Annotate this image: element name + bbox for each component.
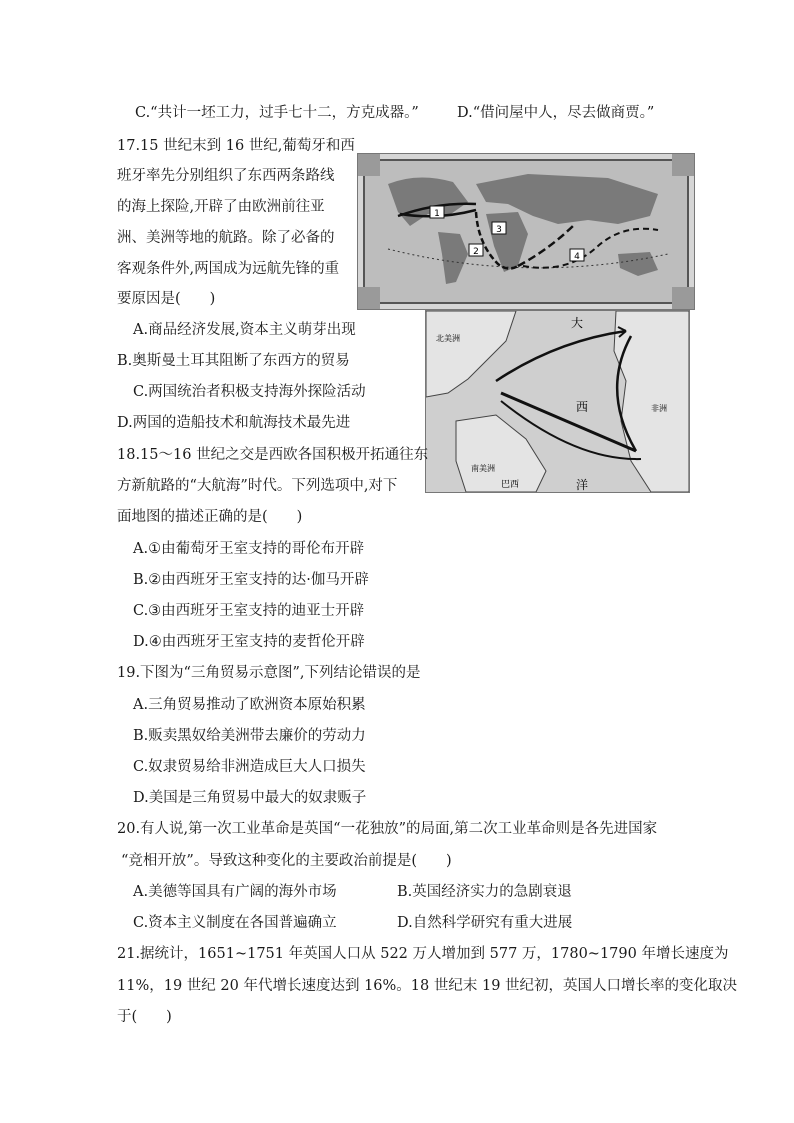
map-ocean-3: 洋 (576, 478, 589, 492)
q18-stem-line-3: 面地图的描述正确的是( ) (117, 509, 303, 525)
map-label-3: 3 (496, 225, 502, 235)
map-label-brazil: 巴西 (501, 480, 520, 490)
q18-option-c: C.③由西班牙王室支持的迪亚士开辟 (133, 603, 365, 619)
q20-stem-line-2: “竞相开放”。导致这种变化的主要政治前提是( ) (121, 853, 452, 869)
q20-option-c: C.资本主义制度在各国普遍确立 (133, 915, 337, 931)
triangular-trade-map (425, 310, 690, 493)
q21-stem-line-3: 于( ) (117, 1009, 172, 1025)
map-label-africa: 非洲 (651, 404, 667, 413)
q20-option-d: D.自然科学研究有重大进展 (397, 915, 573, 931)
q20-stem-line-1: 20.有人说,第一次工业革命是英国“一花独放”的局面,第二次工业革命则是各先进国家 (117, 821, 658, 837)
q17-option-a: A.商品经济发展,资本主义萌芽出现 (133, 322, 356, 338)
q17-stem-line-3: 的海上探险,开辟了由欧洲前往亚 (117, 199, 325, 215)
q19-option-c: C.奴隶贸易给非洲造成巨大人口损失 (133, 759, 366, 775)
q21-stem-line-2: 11%，19 世纪 20 年代增长速度达到 16%。18 世纪末 19 世纪初，英国人口增长率的变化取决 (117, 978, 738, 994)
q17-option-b: B.奥斯曼土耳其阻断了东西方的贸易 (117, 353, 350, 369)
q18-stem-line-2: 方新航路的“大航海”时代。下列选项中,对下 (117, 478, 398, 494)
q17-stem-line-1: 17.15 世纪末到 16 世纪,葡萄牙和西 (117, 138, 355, 154)
map-label-south-america: 南美洲 (471, 464, 495, 473)
map-ocean-2: 西 (576, 400, 589, 414)
map-ocean-1: 大 (571, 316, 584, 330)
map-label-4: 4 (574, 252, 580, 262)
map-label-1: 1 (434, 209, 440, 219)
q17-stem-line-2: 班牙率先分别组织了东西两条路线 (117, 168, 335, 184)
q17-stem-line-5: 客观条件外,两国成为远航先锋的重 (117, 261, 340, 277)
q20-option-a: A.美德等国具有广阔的海外市场 (133, 884, 337, 900)
q20-option-b: B.英国经济实力的急剧衰退 (397, 884, 572, 900)
q19-stem: 19.下图为“三角贸易示意图”,下列结论错误的是 (117, 665, 421, 681)
q19-option-b: B.贩卖黑奴给美洲带去廉价的劳动力 (133, 728, 366, 744)
map-label-2: 2 (473, 247, 479, 257)
q16-option-d: D.“借问屋中人，尽去做商贾。” (457, 105, 655, 121)
q18-option-d: D.④由西班牙王室支持的麦哲伦开辟 (133, 634, 365, 650)
q18-stem-line-1: 18.15～16 世纪之交是西欧各国积极开拓通往东 (117, 447, 429, 463)
q19-option-a: A.三角贸易推动了欧洲资本原始积累 (133, 697, 366, 713)
world-route-map (357, 153, 695, 310)
q18-option-b: B.②由西班牙王室支持的达·伽马开辟 (133, 572, 369, 588)
q19-option-d: D.美国是三角贸易中最大的奴隶贩子 (133, 790, 367, 806)
q17-option-d: D.两国的造船技术和航海技术最先进 (117, 415, 351, 431)
q21-stem-line-1: 21.据统计，1651~1751 年英国人口从 522 万人增加到 577 万，1780~1790 年增长速度为 (117, 946, 729, 962)
q18-option-a: A.①由葡萄牙王室支持的哥伦布开辟 (133, 541, 365, 557)
q16-option-c: C.“共计一坯工力，过手七十二，方克成器。” (135, 105, 419, 121)
q17-option-c: C.两国统治者积极支持海外探险活动 (133, 384, 366, 400)
q17-stem-line-6: 要原因是( ) (117, 291, 216, 307)
map-label-north-america: 北美洲 (436, 334, 460, 343)
q17-stem-line-4: 洲、美洲等地的航路。除了必备的 (117, 230, 335, 246)
